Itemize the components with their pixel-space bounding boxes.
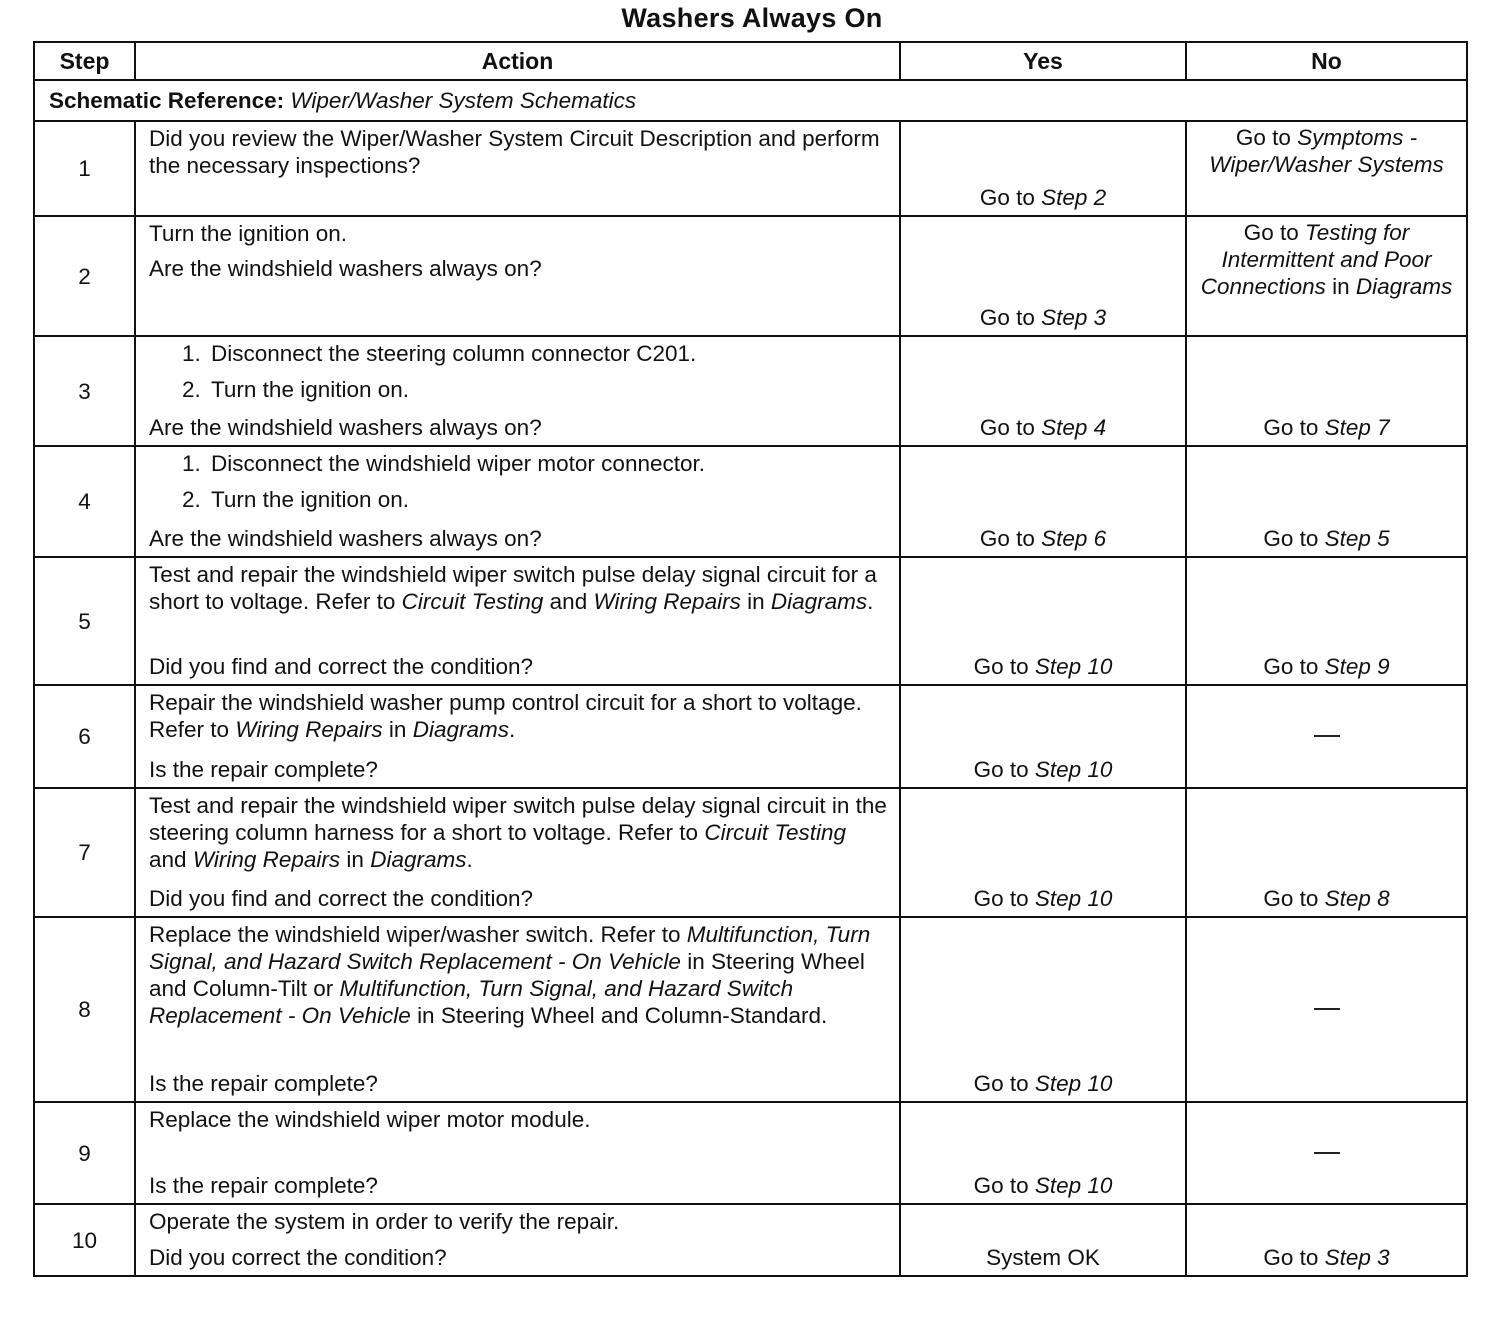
list-item: 2. Turn the ignition on. [207, 376, 889, 403]
no-cell: Go to Step 9 [1186, 557, 1467, 685]
no-action-dash [1314, 1152, 1340, 1154]
ref-link[interactable]: Multifunction, Turn Signal, and Hazard Switch Replacement - On Vehicle [149, 922, 871, 974]
list-item: 1. Disconnect the steering column connector C201. [207, 340, 889, 367]
action-cell [135, 557, 900, 685]
table-row [34, 685, 1467, 788]
no-cell: Go to Testing for Intermittent and Poor Connections in Diagrams [1186, 216, 1467, 336]
table-row [34, 557, 1467, 685]
step-number: 1 [34, 121, 135, 216]
yes-cell: Go to Step 10 [900, 685, 1186, 788]
schematic-link[interactable]: Wiper/Washer System Schematics [290, 88, 637, 113]
step-number: 8 [34, 917, 135, 1102]
action-cell [135, 121, 900, 216]
action-question: Did you find and correct the condition? [149, 654, 533, 679]
header-yes: Yes [900, 42, 1186, 80]
no-link[interactable]: Symptoms - Wiper/Washer Systems [1209, 125, 1444, 177]
no-link-diagrams[interactable]: Diagrams [1355, 274, 1453, 299]
action-question: Is the repair complete? [149, 1071, 378, 1096]
diagnostic-table [33, 41, 1468, 1277]
yes-step-link[interactable]: Step 10 [1034, 757, 1113, 782]
no-cell: Go to Symptoms - Wiper/Washer Systems [1186, 121, 1467, 216]
action-list [149, 450, 889, 513]
yes-step-link[interactable]: Step 10 [1034, 1173, 1113, 1198]
yes-cell: Go to Step 3 [900, 216, 1186, 336]
no-cell [1186, 1102, 1467, 1204]
no-link[interactable]: Testing for Intermittent and Poor Connections [1200, 220, 1432, 299]
action-text: Turn the ignition on. [149, 221, 348, 246]
action-text: Replace the windshield wiper/washer switch. Refer to Multifunction, Turn Signal, and Hazard Switch Replacement - On Vehicle in Steering Wheel and Column-Tilt or Multifunction, Turn Signal, and Hazard Switch Replacement - On Vehicle in Steering Wheel and Column-Standard. [149, 922, 871, 1028]
yes-step-link[interactable]: Step 10 [1034, 1071, 1113, 1096]
action-cell [135, 1204, 900, 1276]
action-cell [135, 1102, 900, 1204]
no-step-link[interactable]: Step 7 [1324, 415, 1390, 440]
no-cell: Go to Step 5 [1186, 446, 1467, 557]
yes-step-link[interactable]: Step 10 [1034, 654, 1113, 679]
header-action: Action [135, 42, 900, 80]
yes-cell: Go to Step 6 [900, 446, 1186, 557]
yes-cell: Go to Step 4 [900, 336, 1186, 446]
ref-link[interactable]: Wiring Repairs [192, 847, 341, 872]
yes-cell: Go to Step 10 [900, 1102, 1186, 1204]
yes-cell: Go to Step 10 [900, 917, 1186, 1102]
header-no: No [1186, 42, 1467, 80]
no-step-link[interactable]: Step 3 [1324, 1245, 1390, 1270]
action-text: Test and repair the windshield wiper switch pulse delay signal circuit in the steering column harness for a short to voltage. Refer to Circuit Testing and Wiring Repairs in Diagrams. [149, 793, 887, 872]
yes-cell: Go to Step 10 [900, 788, 1186, 917]
no-cell [1186, 917, 1467, 1102]
step-number: 6 [34, 685, 135, 788]
ref-link[interactable]: Wiring Repairs [235, 717, 383, 742]
action-question: Did you find and correct the condition? [149, 886, 533, 911]
action-text: Did you review the Wiper/Washer System Circuit Description and perform the necessary inspections? [149, 126, 880, 178]
yes-cell: Go to Step 10 [900, 557, 1186, 685]
ref-link[interactable]: Circuit Testing [704, 820, 847, 845]
action-cell [135, 216, 900, 336]
ref-link[interactable]: Circuit Testing [401, 589, 544, 614]
action-text: Repair the windshield washer pump control circuit for a short to voltage. Refer to Wiring Repairs in Diagrams. [149, 690, 862, 742]
yes-step-link[interactable]: Step 3 [1041, 305, 1107, 330]
schematic-reference [34, 80, 1467, 121]
step-number: 7 [34, 788, 135, 917]
action-text: Test and repair the windshield wiper switch pulse delay signal circuit for a short to voltage. Refer to Circuit Testing and Wiring Repairs in Diagrams. [149, 562, 877, 614]
step-number: 9 [34, 1102, 135, 1204]
no-cell: Go to Step 8 [1186, 788, 1467, 917]
action-cell [135, 446, 900, 557]
schematic-label: Schematic Reference: [49, 88, 285, 113]
no-cell: Go to Step 7 [1186, 336, 1467, 446]
step-number: 3 [34, 336, 135, 446]
step-number: 5 [34, 557, 135, 685]
table-row [34, 788, 1467, 917]
no-step-link[interactable]: Step 8 [1324, 886, 1390, 911]
no-step-link[interactable]: Step 9 [1324, 654, 1390, 679]
yes-cell: Go to Step 2 [900, 121, 1186, 216]
table-row [34, 446, 1467, 557]
table-row [34, 1102, 1467, 1204]
table-row [34, 336, 1467, 446]
action-question: Are the windshield washers always on? [149, 256, 542, 281]
action-cell [135, 917, 900, 1102]
action-text: Operate the system in order to verify the repair. [149, 1209, 620, 1234]
ref-link[interactable]: Diagrams [770, 589, 868, 614]
table-row [34, 1204, 1467, 1276]
ref-link[interactable]: Diagrams [370, 847, 467, 872]
no-action-dash [1314, 1008, 1340, 1010]
list-item: 2. Turn the ignition on. [207, 486, 889, 513]
yes-step-link[interactable]: Step 10 [1034, 886, 1113, 911]
ref-link[interactable]: Multifunction, Turn Signal, and Hazard Switch Replacement - On Vehicle [149, 976, 794, 1028]
action-question: Are the windshield washers always on? [149, 415, 542, 440]
ref-link[interactable]: Wiring Repairs [593, 589, 741, 614]
page-title: Washers Always On [621, 3, 883, 33]
no-cell [1186, 685, 1467, 788]
yes-step-link[interactable]: Step 2 [1041, 185, 1107, 210]
action-question: Are the windshield washers always on? [149, 526, 542, 551]
action-list [149, 340, 889, 403]
table-row [34, 917, 1467, 1102]
step-number: 10 [34, 1204, 135, 1276]
action-question: Is the repair complete? [149, 1173, 378, 1198]
step-number: 2 [34, 216, 135, 336]
yes-cell: System OK [900, 1204, 1186, 1276]
yes-step-link[interactable]: Step 6 [1041, 526, 1107, 551]
action-text: Replace the windshield wiper motor module. [149, 1107, 591, 1132]
action-cell [135, 685, 900, 788]
list-item: 1. Disconnect the windshield wiper motor connector. [207, 450, 889, 477]
action-cell [135, 788, 900, 917]
action-question: Is the repair complete? [149, 757, 378, 782]
table-row [34, 121, 1467, 216]
action-cell [135, 336, 900, 446]
yes-step-link[interactable]: Step 4 [1041, 415, 1107, 440]
action-question: Did you correct the condition? [149, 1245, 447, 1270]
no-action-dash [1314, 735, 1340, 737]
ref-link[interactable]: Diagrams [412, 717, 509, 742]
table-row [34, 216, 1467, 336]
no-step-link[interactable]: Step 5 [1324, 526, 1390, 551]
step-number: 4 [34, 446, 135, 557]
header-step: Step [34, 42, 135, 80]
header-row [34, 42, 1467, 80]
no-cell: Go to Step 3 [1186, 1204, 1467, 1276]
schematic-row [34, 80, 1467, 121]
